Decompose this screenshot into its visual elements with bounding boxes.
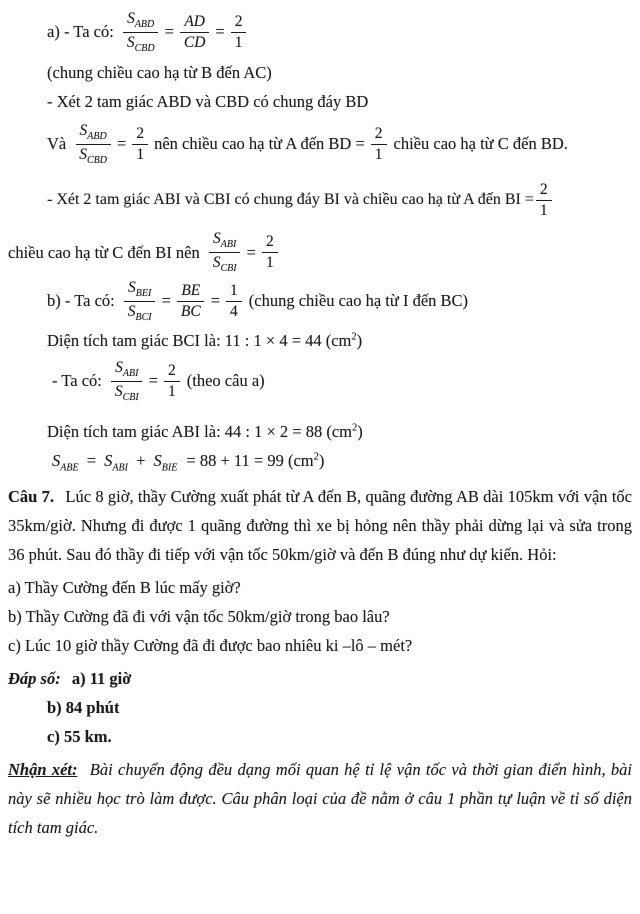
note-common-height-b-ac: (chung chiều cao hạ từ B đến AC) bbox=[47, 63, 272, 82]
fraction-sbei-over-sbci bbox=[124, 279, 156, 322]
symbol-s: S bbox=[128, 279, 136, 297]
fraction-denominator: 1 bbox=[374, 145, 383, 163]
fraction-sabd-over-scbd bbox=[123, 10, 159, 53]
symbol-s: S bbox=[114, 382, 123, 400]
subscript-cbi: CBI bbox=[220, 262, 237, 274]
fraction-numerator: AD bbox=[180, 13, 209, 33]
statement-triangles-abd-cbd: - Xét 2 tam giác ABD và CBD có chung đáy BD bbox=[47, 92, 369, 111]
subscript-bie: BIE bbox=[161, 462, 178, 474]
fraction-denominator: 1 bbox=[136, 145, 145, 163]
fraction-be-over-bc bbox=[177, 282, 205, 321]
fraction-denominator bbox=[124, 302, 156, 323]
equation-a-intro: a) - Ta có: bbox=[47, 22, 114, 41]
fraction-numerator: 2 bbox=[164, 362, 180, 382]
ta-co-text: - Ta có: bbox=[52, 371, 102, 390]
equals-sign: = bbox=[86, 451, 97, 470]
fraction-numerator: 1 bbox=[226, 282, 242, 302]
subscript-abd: ABD bbox=[87, 131, 107, 143]
fraction-2-over-1 bbox=[164, 362, 180, 401]
equation-cbi-ratio bbox=[0, 228, 640, 276]
dap-so-label: Đáp số: bbox=[8, 669, 61, 688]
fraction-denominator: 4 bbox=[230, 302, 238, 320]
equals-sign: = bbox=[161, 291, 171, 310]
fraction-numerator: 2 bbox=[536, 181, 552, 201]
equals-sign: = bbox=[215, 22, 225, 41]
close-paren: ) bbox=[318, 451, 325, 470]
area-bci-line bbox=[0, 326, 640, 355]
fraction-numerator: BE bbox=[177, 282, 204, 302]
problem-cau-7-body: Lúc 8 giờ, thầy Cường xuất phát từ A đến B, quãng đường AB dài 105km với vận tốc 35km/giờ. Nhưng đi được 1 quãng đường thì xe bị hỏng nên thầy phải dừng lại và sửa trong 36 phút. Sau đó thầy đi tiếp với vận tốc 50km/giờ và đến B đúng như dự kiến. Hỏi: bbox=[8, 487, 632, 564]
xet-abi-text: - Xét 2 tam giác ABI và CBI có chung đáy BI và chiều cao hạ từ A đến BI = bbox=[47, 191, 534, 208]
fraction-numerator bbox=[111, 359, 142, 381]
fraction-numerator: 2 bbox=[262, 233, 278, 253]
equals-sign: = bbox=[246, 242, 256, 262]
subscript-cbi: CBI bbox=[122, 391, 139, 403]
remark-body: Bài chuyển động đều dạng mối quan hệ tỉ lệ vận tốc và thời gian điển hình, bài này sẽ nhiều học trò làm được. Câu phân loại của đề nằm ở câu 1 phần tự luận về tỉ số diện tích tam giác. bbox=[8, 760, 633, 837]
fraction-denominator: 1 bbox=[265, 253, 274, 271]
symbol-s: S bbox=[79, 145, 87, 163]
symbol-s: S bbox=[126, 33, 135, 51]
subscript-abe: ABE bbox=[60, 462, 79, 474]
plus-sign: + bbox=[136, 451, 146, 470]
subscript-abi: ABI bbox=[112, 462, 128, 474]
symbol-s: S bbox=[127, 10, 135, 28]
answer-b: b) 84 phút bbox=[47, 698, 120, 717]
fraction-ad-over-cd bbox=[180, 13, 210, 52]
va-tail-text: chiều cao hạ từ C đến BD. bbox=[393, 134, 568, 153]
fraction-numerator bbox=[76, 122, 111, 144]
superscript-2: 2 bbox=[352, 422, 358, 434]
fraction-denominator: 1 bbox=[234, 33, 243, 51]
fraction-denominator bbox=[75, 145, 111, 166]
theo-cau-a-note: (theo câu a) bbox=[186, 371, 265, 390]
symbol-s: S bbox=[115, 359, 123, 377]
area-abi-line bbox=[0, 417, 640, 446]
fraction-2-over-1 bbox=[371, 125, 387, 164]
superscript-2: 2 bbox=[351, 331, 357, 343]
subscript-abd: ABD bbox=[134, 19, 155, 31]
fraction-sabi-over-scbi bbox=[111, 359, 143, 402]
area-bci-text: Diện tích tam giác BCI là: 11 : 1 × 4 = 44 (cm bbox=[47, 331, 352, 350]
fraction-sabd-over-scbd bbox=[75, 122, 111, 165]
fraction-denominator: 1 bbox=[539, 201, 548, 219]
fraction-numerator: 2 bbox=[231, 13, 247, 33]
symbol-s: S bbox=[104, 451, 113, 470]
va-middle-text: nên chiều cao hạ từ A đến BD = bbox=[154, 134, 365, 153]
close-paren: ) bbox=[357, 422, 363, 441]
fraction-2-over-1 bbox=[231, 13, 247, 52]
equation-theo-cau-a bbox=[0, 355, 640, 407]
fraction-denominator: CD bbox=[183, 33, 206, 51]
equals-sign: = bbox=[117, 134, 127, 153]
equals-sign: = bbox=[210, 291, 221, 310]
fraction-2-over-1 bbox=[536, 181, 552, 220]
area-abi-text: Diện tích tam giác ABI là: 44 : 1 × 2 = 88 (cm bbox=[47, 422, 353, 441]
remark-label: Nhận xét: bbox=[8, 760, 78, 779]
fraction-2-over-1 bbox=[262, 233, 278, 272]
equation-va-ratio bbox=[0, 116, 640, 172]
close-paren: ) bbox=[356, 331, 363, 350]
problem-cau-7-label: Câu 7. bbox=[8, 487, 55, 506]
subscript-abi: ABI bbox=[220, 239, 237, 251]
fraction-2-over-1 bbox=[132, 125, 148, 164]
problem-cau-7 bbox=[0, 482, 640, 569]
fraction-denominator: BC bbox=[180, 302, 201, 320]
fraction-denominator: 1 bbox=[168, 382, 176, 400]
equation-b-intro: b) - Ta có: bbox=[47, 291, 115, 310]
subscript-abi: ABI bbox=[122, 368, 139, 380]
symbol-s: S bbox=[79, 122, 88, 140]
sabe-tail-text: = 88 + 11 = 99 (cm bbox=[186, 451, 314, 470]
statement-triangles-abi-cbi bbox=[0, 172, 640, 228]
symbol-s: S bbox=[213, 230, 221, 248]
note-common-height-i-bc: (chung chiều cao hạ từ I đến BC) bbox=[248, 291, 469, 310]
subscript-bci: BCI bbox=[135, 311, 152, 323]
subscript-cbd: CBD bbox=[134, 42, 155, 54]
equation-sabe-sum bbox=[0, 446, 640, 476]
equation-part-b bbox=[0, 276, 640, 326]
fraction-numerator: 2 bbox=[371, 125, 387, 145]
fraction-denominator bbox=[209, 253, 241, 274]
answer-a: a) 11 giờ bbox=[71, 669, 132, 688]
fraction-denominator bbox=[111, 382, 143, 403]
fraction-sabi-over-scbi bbox=[209, 230, 241, 273]
equation-part-a bbox=[0, 6, 640, 58]
fraction-1-over-4 bbox=[226, 282, 242, 321]
answer-c: c) 55 km. bbox=[47, 727, 112, 746]
question-a: a) Thầy Cường đến B lúc mấy giờ? bbox=[8, 578, 241, 597]
subscript-bei: BEI bbox=[135, 288, 152, 300]
remark-paragraph bbox=[0, 755, 640, 842]
question-c: c) Lúc 10 giờ thầy Cường đã đi được bao nhiêu ki –lô – mét? bbox=[8, 636, 413, 655]
equals-sign: = bbox=[164, 22, 174, 41]
subscript-cbd: CBD bbox=[87, 154, 107, 166]
fraction-numerator bbox=[124, 279, 155, 301]
answer-line-a bbox=[0, 664, 640, 693]
equals-sign: = bbox=[148, 371, 159, 390]
question-b: b) Thầy Cường đã đi với vận tốc 50km/giờ trong bao lâu? bbox=[8, 607, 390, 626]
fraction-numerator: 2 bbox=[132, 125, 148, 145]
symbol-s: S bbox=[127, 302, 136, 320]
symbol-s: S bbox=[212, 253, 221, 271]
fraction-denominator bbox=[123, 33, 159, 54]
va-label: Và bbox=[47, 134, 67, 153]
fraction-numerator bbox=[123, 10, 158, 32]
symbol-s: S bbox=[153, 451, 162, 470]
symbol-s: S bbox=[52, 451, 61, 470]
cbi-lead-text: chiều cao hạ từ C đến BI nên bbox=[8, 242, 200, 262]
superscript-2: 2 bbox=[313, 451, 319, 463]
fraction-numerator bbox=[209, 230, 240, 252]
